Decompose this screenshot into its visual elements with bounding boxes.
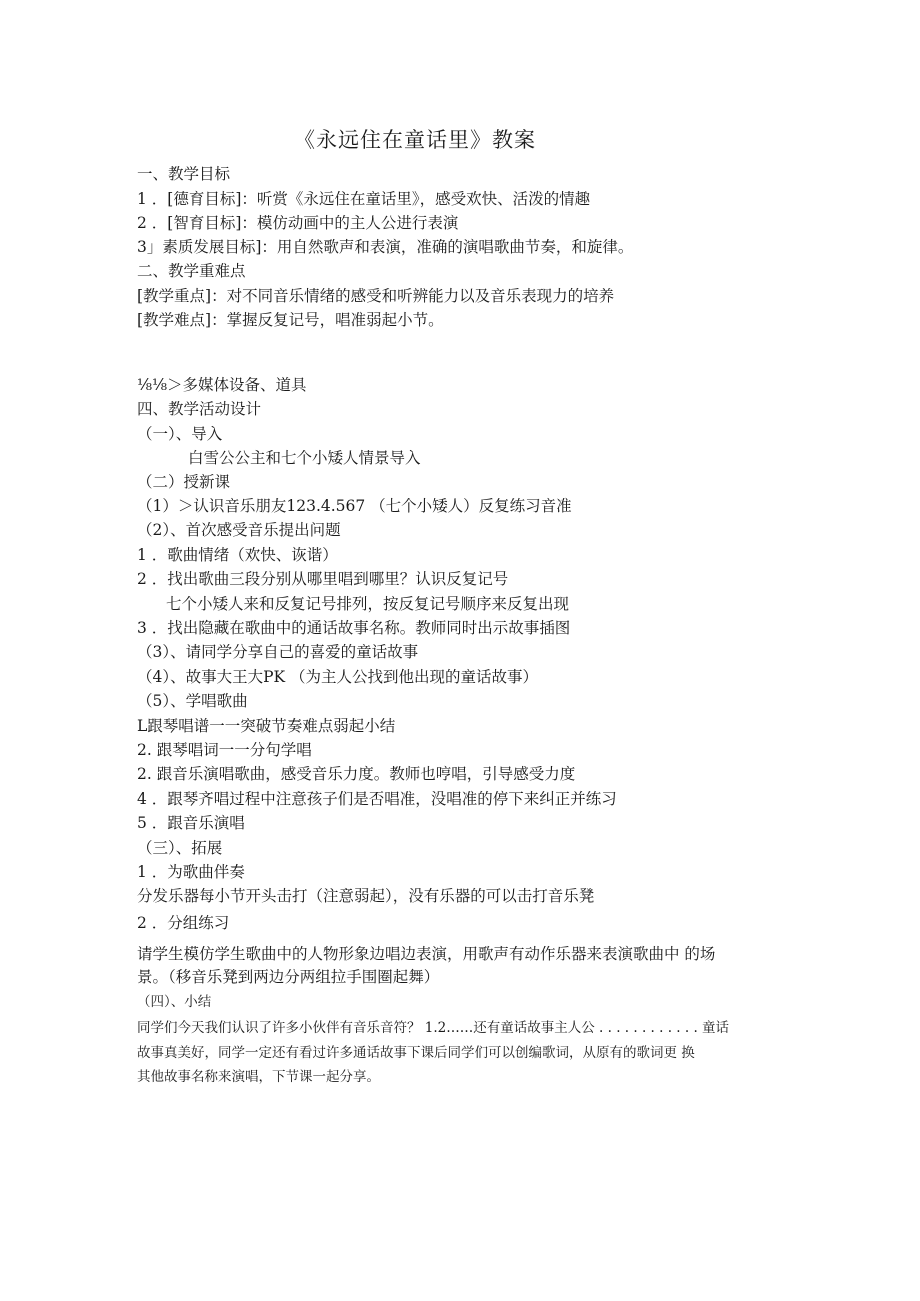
text-line: 景。（移音乐凳到两边分两组拉手围圈起舞） bbox=[137, 968, 440, 986]
document-title: 《永远住在童话里》教案 bbox=[294, 128, 536, 152]
text-line: （2）、首次感受音乐提出问题 bbox=[137, 521, 341, 539]
text-line: （三）、拓展 bbox=[137, 839, 223, 857]
text-line: 其他故事名称来演唱，下节课一起分享。 bbox=[137, 1069, 380, 1085]
text-line: 3」素质发展目标]：用自然歌声和表演，准确的演唱歌曲节奏，和旋律。 bbox=[137, 238, 634, 256]
text-line: 分发乐器每小节开头击打（注意弱起），没有乐器的可以击打音乐凳 bbox=[137, 887, 595, 905]
text-line: （5）、学唱歌曲 bbox=[137, 692, 248, 710]
text-line: 七个小矮人来和反复记号排列，按反复记号顺序来反复出现 bbox=[166, 595, 570, 613]
text-line: [教学重点]：对不同音乐情绪的感受和听辨能力以及音乐表现力的培养 bbox=[137, 287, 615, 305]
text-line: 故事真美好，同学一定还有看过许多通话故事下课后同学们可以创编歌词，从原有的歌词更 换 bbox=[137, 1045, 695, 1061]
text-line: 2 ．分组练习 bbox=[137, 914, 230, 932]
section-heading: 四、教学活动设计 bbox=[137, 400, 262, 418]
text-line: （3）、请同学分享自己的喜爱的童话故事 bbox=[137, 643, 419, 661]
section-heading: 一、教学目标 bbox=[137, 165, 231, 183]
text-line: 1 ．为歌曲伴奏 bbox=[137, 863, 245, 881]
text-line: （二）授新课 bbox=[137, 473, 231, 491]
text-line: 4 ．跟琴齐唱过程中注意孩子们是否唱准，没唱准的停下来纠正并练习 bbox=[137, 790, 617, 808]
text-line: L跟琴唱谱一一突破节奏难点弱起小结 bbox=[137, 717, 396, 735]
text-line: 2 ．[智育目标]：模仿动画中的主人公进行表演 bbox=[137, 214, 459, 232]
text-line: 白雪公公主和七个小矮人情景导入 bbox=[188, 449, 421, 467]
text-line: 5 ．跟音乐演唱 bbox=[137, 814, 245, 832]
text-line: （4）、故事大王大PK （为主人公找到他出现的童话故事） bbox=[137, 668, 539, 686]
text-line: （四）、小结 bbox=[137, 994, 212, 1010]
text-line: 2. 跟音乐演唱歌曲，感受音乐力度。教师也哼唱，引导感受力度 bbox=[137, 765, 576, 783]
section-heading: 二、教学重难点 bbox=[137, 262, 246, 280]
text-line: 1 ．[德育目标]：听赏《永远住在童话里》，感受欢快、活泼的情趣 bbox=[137, 190, 591, 208]
text-line: 1 ．歌曲情绪（欢快、诙谐） bbox=[137, 546, 338, 564]
text-line: 2 ．找出歌曲三段分别从哪里唱到哪里？认识反复记号 bbox=[137, 570, 509, 588]
text-line: ⅛⅛＞多媒体设备、道具 bbox=[137, 376, 307, 394]
text-line: 请学生模仿学生歌曲中的人物形象边唱边表演，用歌声有动作乐器来表演歌曲中 的场 bbox=[137, 945, 716, 963]
text-line: 同学们今天我们认识了许多小伙伴有音乐音符？ 1.2……还有童话故事主人公 . . . . . . . . . . . . 童话 bbox=[137, 1020, 730, 1036]
text-line: [教学难点]：掌握反复记号，唱准弱起小节。 bbox=[137, 311, 444, 329]
text-line: 3 ．找出隐藏在歌曲中的通话故事名称。教师同时出示故事插图 bbox=[137, 619, 571, 637]
text-line: 2. 跟琴唱词一一分句学唱 bbox=[137, 741, 312, 759]
text-line: （一）、导入 bbox=[137, 425, 223, 443]
text-line: （1）＞认识音乐朋友123.4.567 （七个小矮人）反复练习音准 bbox=[137, 497, 572, 515]
